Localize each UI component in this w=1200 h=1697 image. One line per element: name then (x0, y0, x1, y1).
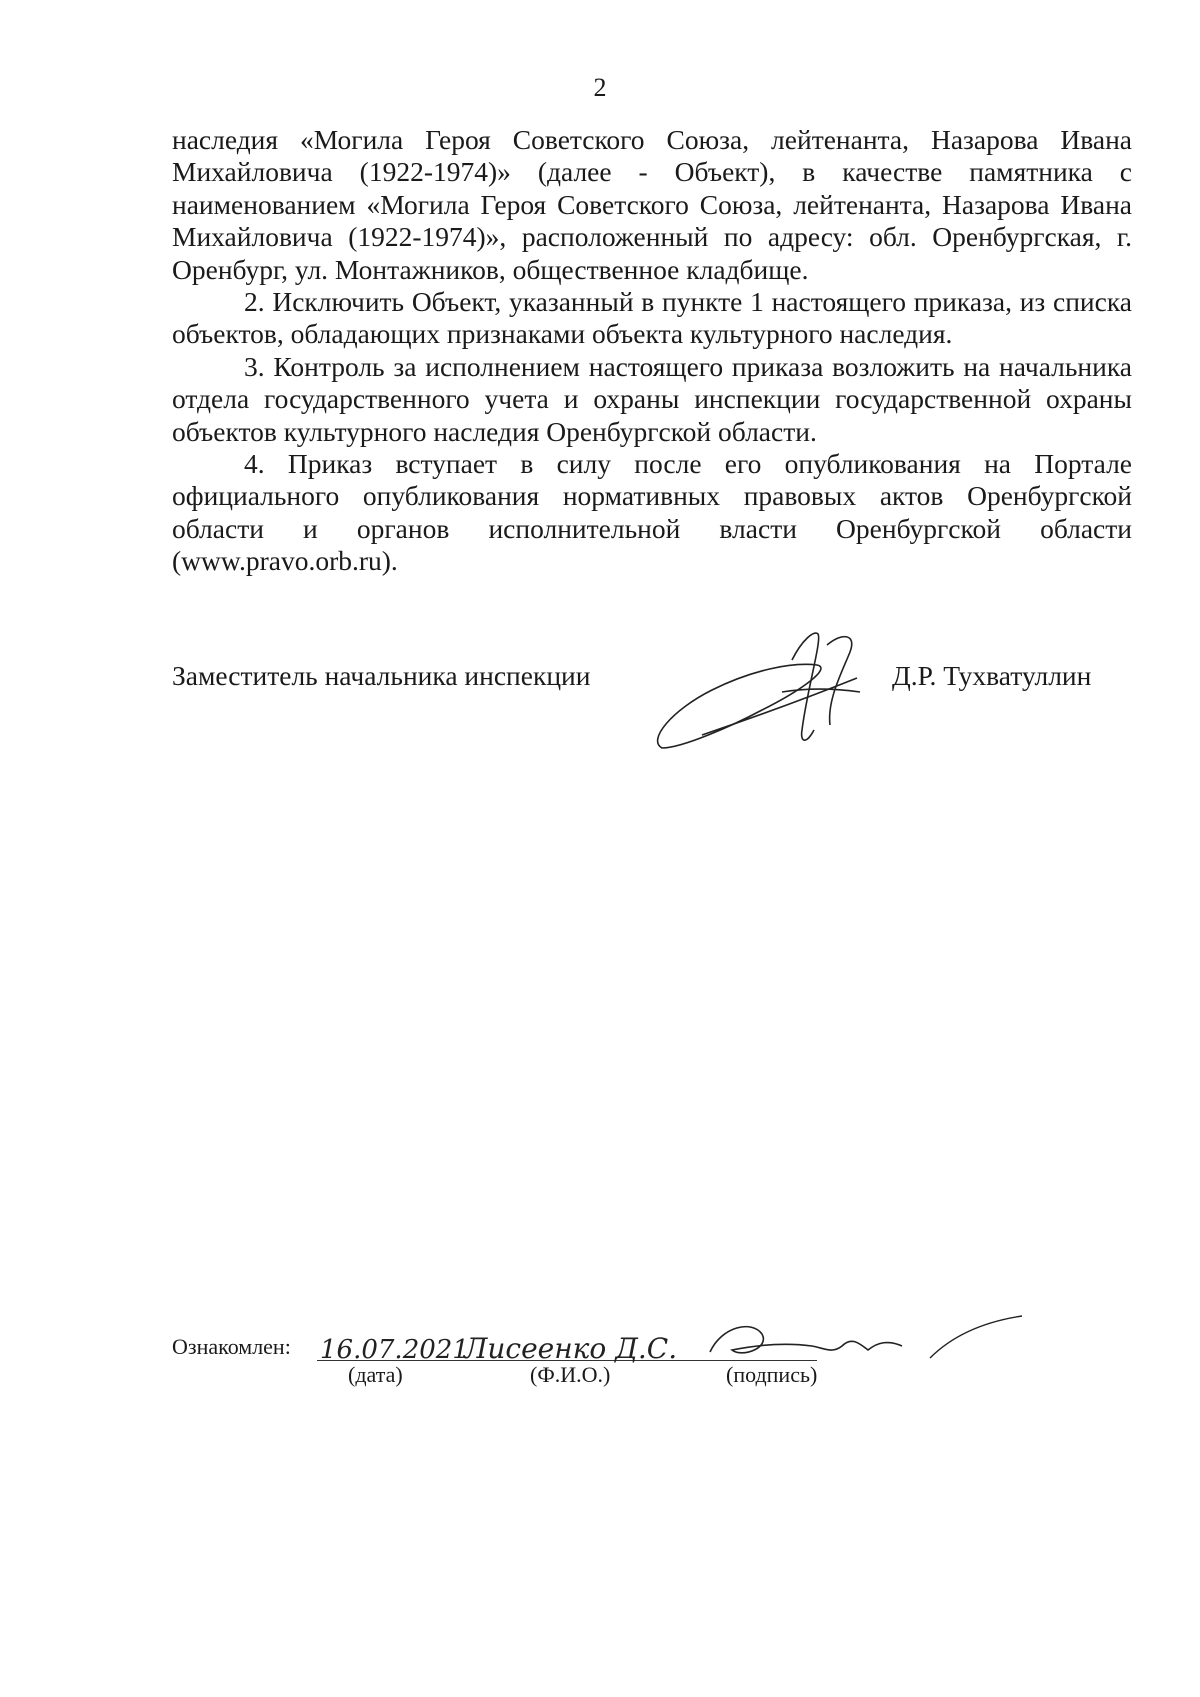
handwritten-signature-mark (710, 1327, 902, 1353)
paragraph-object-description: наследия «Могила Героя Советского Союза, лейтенанта, Назарова Ивана Михайловича (1922-1974)» (далее - Объект), в качестве памятника с наименованием «Могила Героя Советского Союза, лейтенанта, Назарова Ивана Михайловича (1922-1974)», расположенный по адресу: обл. Оренбургская, г. Оренбург, ул. Монтажников, общественное кладбище. (172, 124, 1132, 285)
signatory-name: Д.Р. Тухватуллин (892, 660, 1092, 691)
paragraph-item-4: 4. Приказ вступает в силу после его опубликования на Портале официального опубликования нормативных правовых актов Оренбургской области и органов исполнительной власти Оренбургской области (www.pravo.orb.ru). (172, 448, 1132, 577)
caption-date: (дата) (348, 1362, 403, 1387)
caption-fio: (Ф.И.О.) (530, 1362, 611, 1387)
signature-block (172, 660, 1132, 780)
handwritten-date: 16.07.2021 (320, 1335, 469, 1365)
signatory-position: Заместитель начальника инспекции (172, 660, 591, 691)
handwritten-signature (642, 630, 872, 760)
paragraph-item-3: 3. Контроль за исполнением настоящего приказа возложить на начальника отдела государственного учета и охраны инспекции государственной охраны объектов культурного наследия Оренбургской области. (172, 350, 1132, 447)
document-body (172, 124, 1132, 578)
acknowledgement-label: Ознакомлен: (172, 1334, 291, 1359)
handwritten-name: Лисеенко Д.С. (464, 1332, 678, 1365)
acknowledgement-handwriting (312, 1306, 1032, 1376)
acknowledgement-block (172, 1306, 1072, 1396)
page-number: 2 (593, 73, 607, 102)
paragraph-item-2: 2. Исключить Объект, указанный в пункте 1 настоящего приказа, из списка объектов, обладающих признаками объекта культурного наследия. (172, 286, 1132, 350)
caption-signature: (подпись) (726, 1362, 818, 1387)
